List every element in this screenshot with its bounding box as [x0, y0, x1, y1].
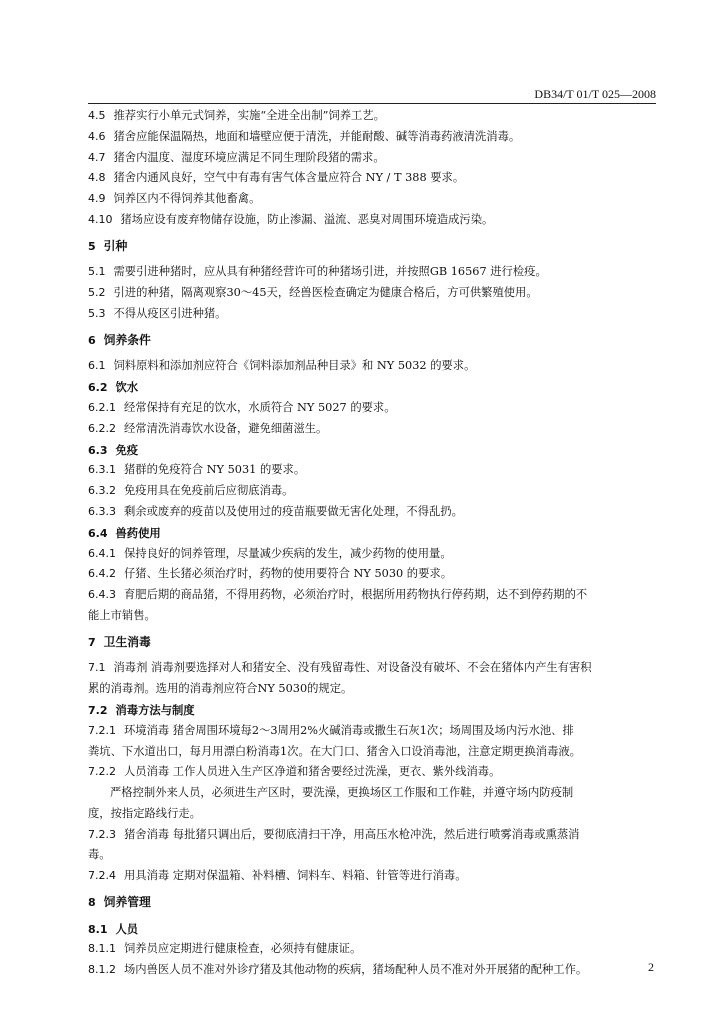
clause-line [88, 762, 656, 783]
clause-line [88, 304, 656, 325]
section-heading [88, 887, 656, 919]
clause-line [88, 606, 656, 627]
clause-text: 剩余或废弃的疫苗以及使用过的疫苗瓶要做无害化处理，不得乱扔。 [124, 504, 463, 518]
subsection-heading [88, 700, 656, 721]
clause-number: 7.2.4 [88, 869, 116, 883]
clause-line [88, 544, 656, 565]
document-body [88, 106, 656, 981]
subsection-heading [88, 377, 656, 398]
clause-text: 环境消毒 猪舍周围环境每2～3周用2%火碱消毒或撒生石灰1次；场周围及场内污水池、排 [124, 723, 574, 737]
clause-line [88, 845, 656, 866]
clause-text: 猪舍应能保温隔热，地面和墙壁应便于清洗，并能耐酸、碱等消毒药液清洗消毒。 [113, 129, 521, 143]
clause-number: 5 [88, 239, 96, 253]
clause-line [88, 658, 656, 679]
clause-number: 4.10 [88, 212, 113, 226]
clause-line [88, 210, 656, 231]
clause-text: 饮水 [115, 380, 139, 395]
clause-number: 7.2.2 [88, 765, 116, 779]
clause-number: 7.2 [88, 703, 108, 717]
clause-text: 饲养管理 [103, 895, 151, 910]
clause-line [88, 106, 656, 127]
clause-text: 需要引进种猪时，应从具有种猪经营许可的种猪场引进，并按照GB 16567 进行检疫。 [113, 265, 547, 279]
clause-number: 6.3 [88, 443, 108, 457]
clause-line [88, 460, 656, 481]
clause-number: 4.5 [88, 109, 106, 122]
clause-line [88, 721, 656, 742]
clause-number: 8.1 [88, 922, 108, 936]
clause-text: 用具消毒 定期对保温箱、补料槽、饲料车、料箱、针管等进行消毒。 [124, 869, 467, 883]
clause-number: 5.3 [88, 306, 106, 320]
page-number: 2 [648, 960, 654, 974]
clause-line [88, 127, 656, 148]
clause-text: 猪舍消毒 每批猪只调出后，要彻底清扫干净，用高压水枪冲洗，然后进行喷雾消毒或熏蒸消 [124, 827, 580, 841]
clause-text: 人员 [115, 921, 139, 936]
clause-text: 严格控制外来人员，必须进生产区时，要洗澡，更换场区工作服和工作鞋，并遵守场内防疫制 [110, 786, 574, 800]
clause-number: 6.3.3 [88, 504, 116, 518]
clause-text: 粪坑、下水道出口，每月用漂白粉消毒1次。在大门口、猪舍入口设消毒池，注意定期更换消毒液。 [88, 744, 581, 758]
subsection-heading [88, 440, 656, 461]
clause-number: 8.1.2 [88, 963, 116, 977]
clause-line [88, 866, 656, 887]
clause-text: 卫生消毒 [103, 634, 151, 649]
clause-line [88, 564, 656, 585]
clause-text: 消毒剂 消毒剂要选择对人和猪安全、没有残留毒性、对设备没有破坏、不会在猪体内产生有害积 [113, 661, 592, 675]
clause-number: 5.2 [88, 286, 106, 300]
clause-number: 6.3.2 [88, 484, 116, 498]
clause-line [88, 679, 656, 700]
clause-number: 4.8 [88, 171, 106, 185]
clause-line [88, 939, 656, 960]
clause-text: 猪场应设有废弃物储存设施，防止渗漏、溢流、恶臭对周围环境造成污染。 [120, 212, 494, 226]
clause-text: 毒。 [88, 848, 111, 862]
subsection-heading [88, 919, 656, 940]
clause-number: 6.4.1 [88, 546, 116, 560]
clause-number: 6.2.2 [88, 421, 116, 435]
clause-number: 7.1 [88, 661, 106, 675]
clause-line [88, 783, 656, 804]
clause-line [88, 189, 656, 210]
clause-text: 猪群的免疫符合 NY 5031 的要求。 [124, 463, 306, 477]
clause-text: 经常保持有充足的饮水，水质符合 NY 5027 的要求。 [124, 400, 396, 414]
clause-text: 饲养员应定期进行健康检查，必须持有健康证。 [124, 942, 362, 956]
clause-text: 饲养区内不得饲养其他畜禽。 [113, 192, 261, 206]
clause-text: 育肥后期的商品猪，不得用药物，必须治疗时，根据所用药物执行停药期，达不到停药期的不 [124, 588, 588, 602]
clause-text: 能上市销售。 [88, 608, 156, 622]
clause-text: 饲养条件 [103, 332, 151, 347]
clause-number: 6.2 [88, 381, 108, 395]
clause-text: 引进的种猪，隔离观察30～45天，经兽医检查确定为健康合格后，方可供繁殖使用。 [113, 286, 538, 300]
subsection-heading [88, 523, 656, 544]
clause-line [88, 804, 656, 825]
clause-text: 引种 [103, 238, 128, 253]
clause-text: 人员消毒 工作人员进入生产区净道和猪舍要经过洗澡，更衣、紫外线消毒。 [124, 765, 501, 779]
clause-text: 仔猪、生长猪必须治疗时，药物的使用要符合 NY 5030 的要求。 [124, 567, 452, 581]
clause-text: 经常清洗消毒饮水设备，避免细菌滋生。 [124, 421, 328, 435]
clause-line [88, 960, 656, 981]
clause-line [88, 825, 656, 846]
clause-text: 免疫用具在免疫前后应彻底消毒。 [124, 484, 294, 498]
clause-line [88, 742, 656, 763]
clause-number: 8.1.1 [88, 942, 116, 956]
clause-text: 度，按指定路线行走。 [88, 806, 201, 820]
clause-text: 猪舍内通风良好，空气中有毒有害气体含量应符合 NY / T 388 要求。 [113, 171, 465, 185]
clause-number: 6.4.2 [88, 567, 116, 581]
clause-number: 4.9 [88, 192, 106, 206]
clause-number: 4.6 [88, 129, 106, 143]
clause-number: 6.4 [88, 526, 108, 540]
clause-number: 6.1 [88, 359, 106, 373]
section-heading [88, 325, 656, 357]
clause-text: 免疫 [115, 442, 139, 457]
clause-text: 累的消毒剂。选用的消毒剂应符合NY 5030的规定。 [88, 682, 353, 696]
header-rule [88, 103, 656, 104]
clause-line [88, 398, 656, 419]
document-code: DB34/T 01/T 025—2008 [534, 87, 656, 101]
clause-text: 不得从疫区引进种猪。 [113, 306, 227, 320]
section-heading [88, 231, 656, 263]
clause-number: 8 [88, 896, 96, 910]
clause-text: 保持良好的饲养管理，尽量减少疾病的发生，减少药物的使用量。 [124, 546, 452, 560]
clause-line [88, 262, 656, 283]
clause-line [88, 585, 656, 606]
clause-text: 饲料原料和添加剂应符合《饲料添加剂品种目录》和 NY 5032 的要求。 [113, 359, 476, 373]
section-heading [88, 627, 656, 659]
clause-line [88, 356, 656, 377]
clause-number: 5.1 [88, 265, 106, 279]
clause-number: 6 [88, 333, 96, 347]
clause-text: 消毒方法与制度 [115, 702, 195, 717]
clause-number: 6.4.3 [88, 588, 116, 602]
clause-line [88, 502, 656, 523]
clause-line [88, 148, 656, 169]
clause-text: 兽药使用 [115, 525, 161, 540]
clause-text: 场内兽医人员不准对外诊疗猪及其他动物的疾病，猪场配种人员不准对外开展猪的配种工作。 [124, 963, 588, 977]
clause-text: 猪舍内温度、湿度环境应满足不同生理阶段猪的需求。 [113, 150, 385, 164]
clause-line [88, 481, 656, 502]
clause-number: 4.7 [88, 150, 106, 164]
clause-line [88, 168, 656, 189]
clause-number: 6.3.1 [88, 463, 116, 477]
clause-line [88, 419, 656, 440]
clause-line [88, 283, 656, 304]
clause-number: 7 [88, 635, 96, 649]
clause-text: 推荐实行小单元式饲养，实施“全进全出制”饲养工艺。 [113, 109, 385, 122]
clause-number: 7.2.3 [88, 827, 116, 841]
clause-number: 7.2.1 [88, 723, 116, 737]
clause-number: 6.2.1 [88, 400, 116, 414]
